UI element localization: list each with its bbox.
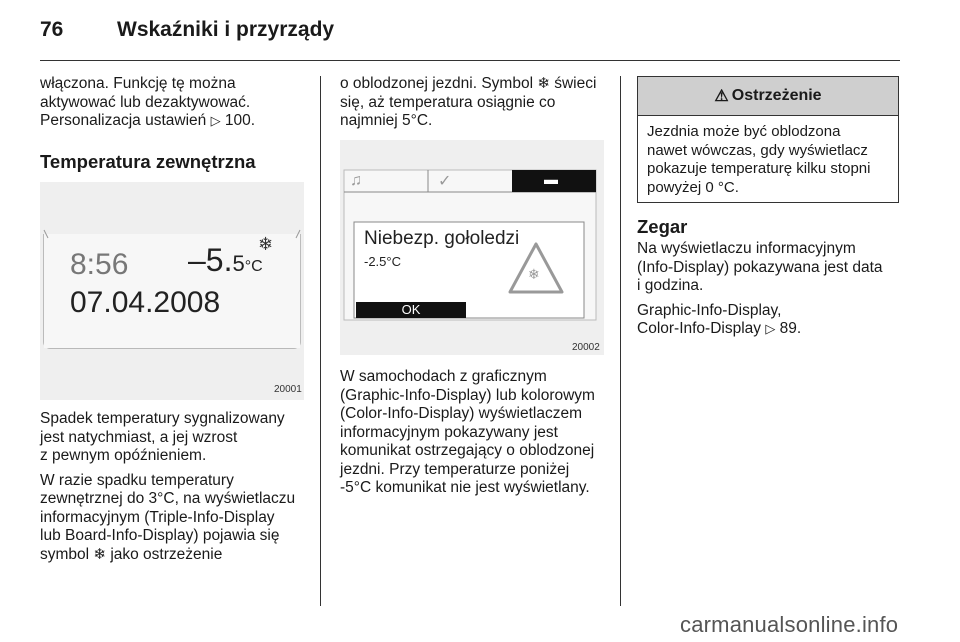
text-line: Na wyświetlaczu informacyjnym — [637, 240, 856, 257]
paragraph-graphic-display — [340, 368, 612, 498]
section-heading-clock: Zegar — [637, 216, 688, 237]
text-line: jest natychmiast, a jej wzrost — [40, 428, 238, 446]
intro-paragraph — [40, 75, 312, 131]
display-temperature — [188, 242, 263, 279]
column-2 — [340, 75, 612, 137]
page-number: 76 — [40, 18, 64, 41]
page-ref-link[interactable]: 89. — [779, 320, 802, 337]
page-ref-arrow-icon: ▷ — [765, 321, 776, 336]
text-line: powyżej 0 °C. — [647, 178, 739, 196]
text-line: Jezdnia może być oblodzona — [647, 123, 841, 140]
figure-number: 20002 — [572, 342, 600, 353]
text-line: symbol — [40, 545, 90, 563]
warning-body — [638, 116, 898, 204]
column-divider-1 — [320, 76, 321, 606]
phone-icon: ✓ — [438, 173, 452, 190]
temp-unit: °C — [244, 258, 263, 275]
warning-header — [638, 77, 898, 116]
column-1-lower — [40, 410, 312, 570]
display-time: 8:56 — [70, 248, 129, 281]
paragraph-temperature-drop — [40, 410, 312, 466]
text-line: lub Board-Info-Display) pojawia się — [40, 527, 280, 544]
temp-minor: 5 — [232, 251, 245, 276]
page-header — [40, 18, 900, 58]
display-date: 07.04.2008 — [70, 286, 221, 319]
section-heading-outside-temperature: Temperatura zewnętrzna — [40, 150, 256, 172]
temp-sign: – — [188, 242, 206, 278]
text-line: Color-Info-Display — [637, 320, 762, 337]
text-line: -5°C komunikat nie jest wyświetlany. — [340, 479, 590, 496]
page-ref-link[interactable]: 100. — [224, 112, 256, 129]
column-divider-2 — [620, 76, 621, 606]
text-line: (Graphic-Info-Display) lub kolorowym — [340, 386, 595, 404]
column-1 — [40, 75, 312, 173]
text-line: Spadek temperatury sygnalizowany — [40, 410, 285, 427]
text-line: nawet wówczas, gdy wyświetlacz — [647, 141, 868, 159]
chapter-title: Wskaźniki i przyrządy — [117, 18, 335, 41]
intro-line: włączona. Funkcję tę można — [40, 75, 236, 92]
paragraph-warning-symbol — [40, 472, 312, 565]
column-3-lower — [637, 216, 899, 345]
text-line: W samochodach z graficznym — [340, 368, 547, 385]
snowflake-icon: ❄ — [528, 266, 540, 282]
text-line: informacyjnym pokazywany jest — [340, 423, 558, 441]
paragraph-clock — [637, 240, 899, 296]
figure-ice-warning-display — [340, 140, 604, 355]
snowflake-icon: ❄ — [537, 75, 550, 92]
text-line: się, aż temperatura osiągnie co — [340, 93, 556, 111]
watermark: carmanualsonline.info — [680, 612, 899, 637]
figure-number: 20001 — [274, 384, 302, 395]
text-line: z pewnym opóźnieniem. — [40, 447, 207, 464]
text-line: zewnętrznej do 3°C, na wyświetlaczu — [40, 490, 296, 507]
text-line: jezdni. Przy temperaturze poniżej — [340, 460, 570, 478]
warning-temperature: -2.5°C — [364, 254, 401, 269]
ok-button[interactable]: OK — [401, 302, 421, 317]
text-line: jako ostrzeżenie — [110, 545, 223, 563]
text-line: informacyjnym (Triple-Info-Display — [40, 508, 275, 526]
text-line: świeci — [554, 75, 597, 92]
warning-title: Niebezp. gołoledzi — [364, 228, 520, 249]
snowflake-icon: ❄ — [93, 545, 106, 563]
text-line: (Info-Display) pokazywana jest data — [637, 258, 883, 276]
temp-major: 5. — [205, 242, 233, 278]
header-rule — [40, 60, 900, 61]
music-note-icon: ♫ — [350, 172, 362, 189]
figure-temperature-display — [40, 182, 304, 400]
text-line: komunikat ostrzegający o oblodzonej — [340, 442, 595, 459]
intro-line: aktywować lub dezaktywować. — [40, 93, 251, 111]
text-line: pokazuje temperaturę kilku stopni — [647, 160, 871, 177]
page-ref-arrow-icon: ▷ — [210, 113, 221, 128]
warning-box — [637, 76, 899, 203]
text-line: (Color-Info-Display) wyświetlaczem — [340, 405, 583, 422]
text-line: Graphic-Info-Display, — [637, 301, 782, 319]
text-line: W razie spadku temperatury — [40, 471, 234, 489]
text-line: najmniej 5°C. — [340, 112, 433, 129]
paragraph-display-types — [637, 302, 899, 339]
car-icon: ▬ — [544, 171, 558, 187]
intro-line: Personalizacja ustawień — [40, 112, 207, 129]
warning-triangle-icon: ⚠ — [714, 88, 729, 105]
text-line: i godzina. — [637, 277, 704, 294]
intro-paragraph-ice — [340, 75, 612, 131]
text-line: o oblodzonej jezdni. Symbol — [340, 75, 534, 92]
column-2-lower — [340, 368, 612, 504]
snowflake-icon: ❄ — [258, 234, 274, 254]
warning-title: Ostrzeżenie — [731, 87, 822, 104]
